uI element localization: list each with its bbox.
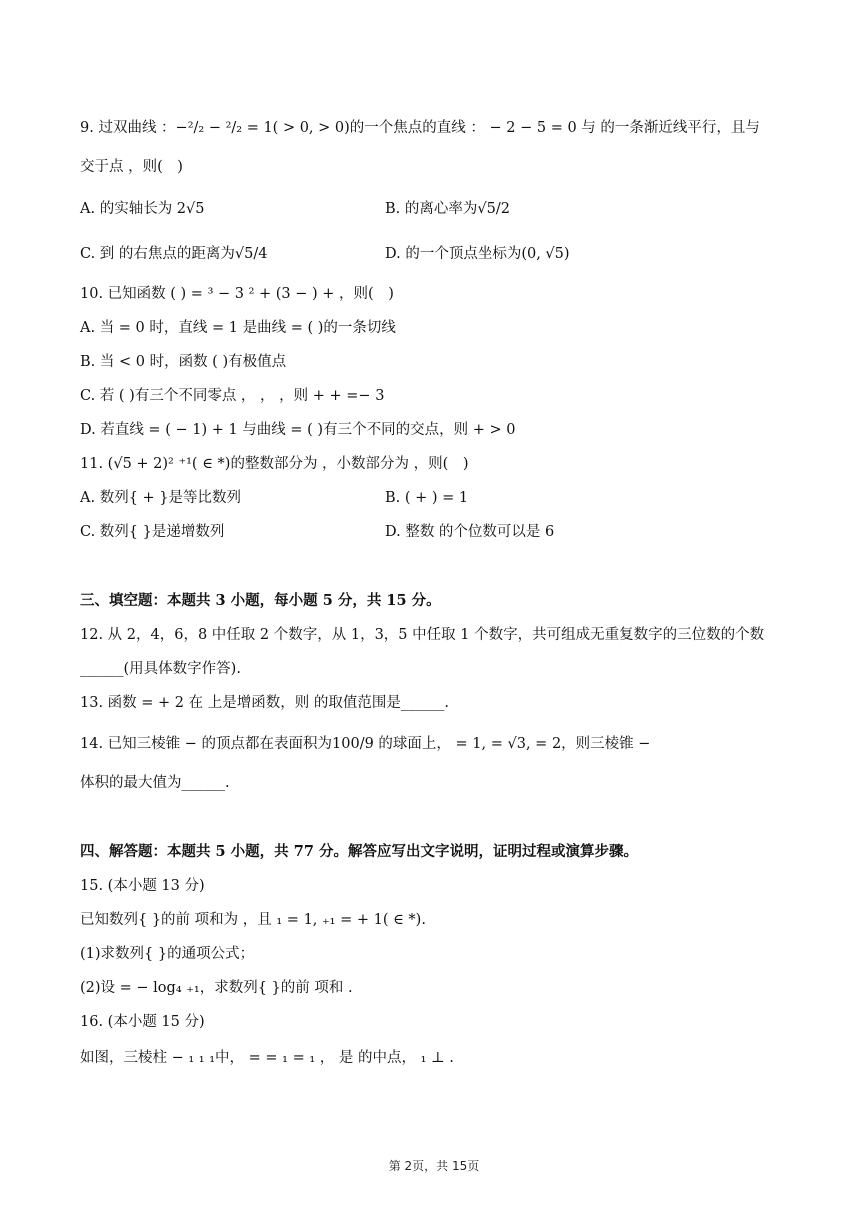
q9-option-b: B. 的离心率为√5/2 (385, 201, 510, 217)
q11-option-a: A. 数列{ + }是等比数列 (80, 490, 242, 506)
q11-option-c: C. 数列{ }是递增数列 (80, 524, 225, 540)
q10-option-b: B. 当 < 0 时，函数 ( )有极值点 (80, 354, 287, 370)
q10-option-c: C. 若 ( )有三个不同零点 ， ， ，则 + + =− 3 (80, 388, 385, 404)
q12-line2: ______(用具体数字作答). (80, 661, 241, 677)
q9-stem-line1: 9. 过双曲线 ：−²/₂ − ²/₂ = 1( > 0, > 0)的一个焦点的直线 ： − 2 − 5 = 0 与 的一条渐近线平行，且与 (80, 120, 760, 136)
section3-heading: 三、填空题：本题共 3 小题，每小题 5 分，共 15 分。 (80, 592, 441, 609)
q16-stem: 如图，三棱柱 − ₁ ₁ ₁中， = = ₁ = ₁ ， 是 的中点， ₁ ⊥ . (80, 1050, 454, 1066)
q14-line1: 14. 已知三棱锥 − 的顶点都在表面积为100/9 的球面上， = 1, = √3, = 2，则三棱锥 − (80, 736, 651, 752)
q15-stem: 已知数列{ }的前 项和为 ，且 ₁ = 1, ₊₁ = + 1( ∈ *). (80, 912, 426, 928)
q11-option-b: B. ( + ) = 1 (385, 490, 469, 506)
q15-part2: (2)设 = − log₄ ₊₁，求数列{ }的前 项和 . (80, 980, 353, 996)
q11-option-d: D. 整数 的个位数可以是 6 (385, 524, 555, 540)
q16-title: 16. (本小题 15 分) (80, 1014, 205, 1030)
page-footer: 第 2页，共 15页 (388, 1159, 480, 1173)
q14-line2: 体积的最大值为______. (80, 775, 230, 791)
q10-stem: 10. 已知函数 ( ) = ³ − 3 ² + (3 − ) + ，则( ) (80, 286, 394, 302)
q13-line: 13. 函数 = + 2 在 上是增函数，则 的取值范围是______. (80, 695, 449, 711)
section4-heading: 四、解答题：本题共 5 小题，共 77 分。解答应写出文字说明，证明过程或演算步骤。 (80, 843, 638, 860)
q9-option-c: C. 到 的右焦点的距离为√5/4 (80, 246, 268, 262)
q15-title: 15. (本小题 13 分) (80, 878, 205, 894)
q12-line1: 12. 从 2，4，6，8 中任取 2 个数字，从 1，3，5 中任取 1 个数字，共可组成无重复数字的三位数的个数 (80, 627, 765, 643)
q9-option-a: A. 的实轴长为 2√5 (80, 201, 205, 217)
q10-option-a: A. 当 = 0 时，直线 = 1 是曲线 = ( )的一条切线 (80, 320, 396, 336)
q10-option-d: D. 若直线 = ( − 1) + 1 与曲线 = ( )有三个不同的交点，则 + > 0 (80, 422, 516, 438)
q9-option-d: D. 的一个顶点坐标为(0, √5) (385, 246, 570, 262)
q9-stem-line2: 交于点 ，则( ) (80, 159, 183, 175)
q15-part1: (1)求数列{ }的通项公式； (80, 946, 255, 962)
q11-stem: 11. (√5 + 2)² ⁺¹( ∈ *)的整数部分为 ，小数部分为 ，则( ) (80, 456, 469, 472)
